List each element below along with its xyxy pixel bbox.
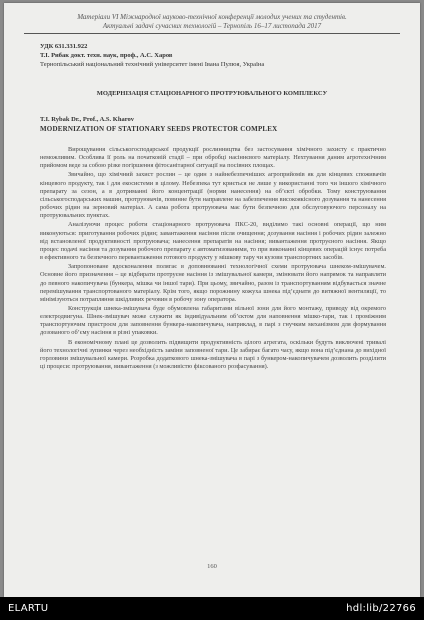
udk-code: УДК 631.331.922	[40, 43, 88, 50]
title-english: MODERNIZATION OF STATIONARY SEEDS PROTECTOR COMPLEX	[40, 125, 278, 133]
repository-name[interactable]: ELARTU	[8, 603, 49, 614]
authors-ukrainian: Т.І. Рибак докт. техн. наук, проф., А.С. Харов	[40, 52, 173, 59]
page-number: 160	[207, 563, 217, 570]
paragraph: В економічному плані це дозволить підвищити продуктивність цілого агрегата, оскільки будуть виключені тривалі його технологічні зупинки через необхідність заміни заповненої тари. Це забирає багато часу, якщо вона під’єднана до вихідної горловини змішувальної камери. Розробка додаткового шнека-змішувача в парі з бункером-накопичувачем дозволить розділити ці процеси: протруювання, вивантаження (з можливістю фіксованого розфасування).	[40, 338, 386, 371]
conference-header	[24, 13, 400, 34]
paragraph: Звичайно, що хімічний захист рослин – це один з найнебезпечніших агроприйомів як для кінцевих споживачів кінцевого продукту, так і для екосистеми в цілому. Небезпека тут криється не лише у використанні того чи іншого хімічного препарату за сезон, а в дотриманні його концентрації (норми нанесення) на об’єкті обробки. Тому конструювання сільськогосподарських машин, протруювачів, повинне бути направлене на забезпечення високоякісного дозування та нанесення робочих рідин на зерновий матеріал. А сама робота протруювача має бути безпечною для обслуговуючого персоналу на протруювальних пунктах.	[40, 171, 386, 220]
paragraph: Вирощування сільськогосподарської продукції рослинництва без застосування хімічного захисту є практично неможливим. Особлива її роль на початковій стадії – при обробці насіннєвого матеріалу. Нехтування даним агротехнічним прийомом веде за собою різке погіршення фітосанітарної ситуації на посівних площах.	[40, 146, 386, 170]
repository-footer	[0, 597, 424, 620]
header-line-1: Матеріали VI Міжнародної науково-технічної конференції молодих учених та студентів.	[77, 13, 347, 21]
paragraph: Конструкція шнека-змішувача буде обумовлена габаритами вільної зони для його монтажу, приводу від окремого електродвигуна. Шнек-змішувач може служити як індивідуальним об’єктом для наповнення мішко-тари, так і проміжним транспортуючим пристроєм для заповнення бункера-накопичувача, наприклад, в парі з гнучким механізмом для формування дозованого об’єму насіння в різні упаковки.	[40, 304, 386, 337]
authors-english: T.I. Rybak Dr., Prof., A.S. Kharov	[40, 116, 134, 123]
title-ukrainian: МОДЕРНІЗАЦІЯ СТАЦІОНАРНОГО ПРОТРУЮВАЛЬНОГО КОМПЛЕКСУ	[96, 90, 328, 97]
handle-identifier[interactable]: hdl:lib/22766	[346, 603, 416, 614]
document-page	[4, 3, 420, 597]
header-line-2: Актуальні задачі сучасних технологій – Тернопіль 16–17 листопада 2017	[102, 22, 322, 30]
paragraph: Аналізуючи процес роботи стаціонарного протруювача ПКС-20, виділимо такі основні операції, що ним виконуються: приготування робочих рідин; завантаження насіння після очищення; дозування насіння і робочих рідин залежно від встановленої продуктивності протруювача; нанесення препаратів на насіння; вивантаження протруєного насіння. Якщо процес подачі насіння та дозування робочого препарату є автоматизованими, то при виконанні кінцевих операцій існує потреба в ефективного та безпечного перевантаження готового продукту у мішкову тару чи кузови транспортних засобів.	[40, 221, 386, 262]
affiliation: Тернопільський національний технічний університет імені Івана Пулюя, Україна	[40, 61, 265, 68]
article-body	[40, 146, 386, 372]
paragraph: Запропоноване вдосконалення полягає в доповнюванні технологічної схеми протруювача шнеком-змішувачем. Основне його призначення – це відбирати протруєне насіння із змішувальної камери, змінювати його напрямок та направляти до певного накопичувача (бункера, мішка чи іншої тари). При цьому, звичайно, разом із транспортуванням відбувається значне перемішування транспортованого матеріалу. Крім того, якщо порожнину кожуха шнека під’єднати до витяжної вентиляції, то мінімізуються потрапляння шкідливих речовин в робочу зону оператора.	[40, 263, 386, 303]
